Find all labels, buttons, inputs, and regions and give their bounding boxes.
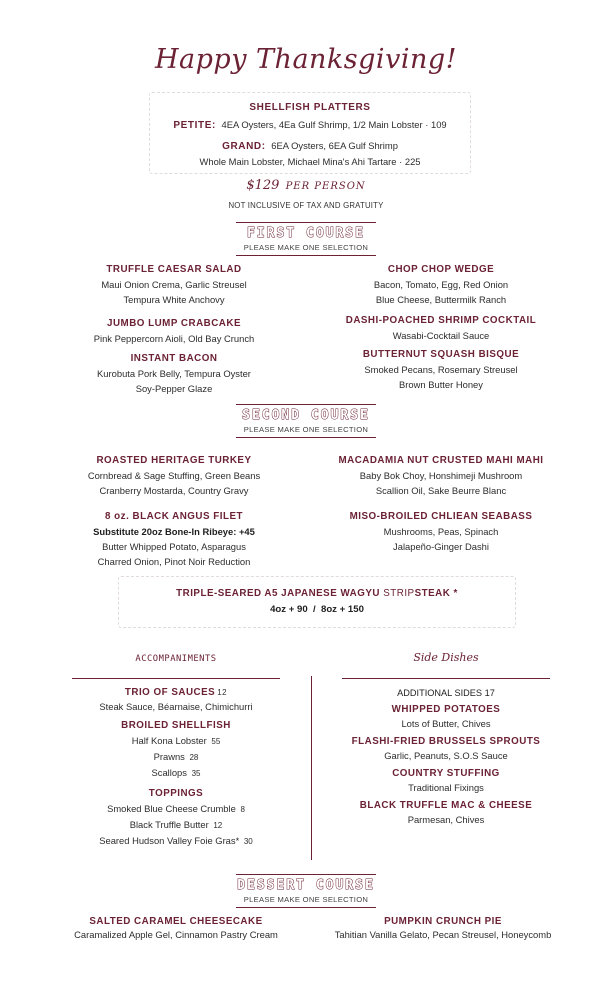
side-dishes-title: Side Dishes	[413, 651, 479, 664]
price-per-label: PER PERSON	[285, 181, 366, 192]
item-name: COUNTRY STUFFING	[392, 768, 500, 779]
item-desc: Maui Onion Crema, Garlic Streusel	[101, 279, 247, 290]
item-desc: Blue Cheese, Buttermilk Ranch	[375, 294, 507, 305]
menu-item-mahi-mahi	[322, 454, 560, 498]
side-dishes-column	[330, 686, 562, 826]
item-name: FLASHI-FRIED BRUSSELS SPROUTS	[351, 736, 541, 747]
divider	[236, 907, 376, 908]
menu-item-truffle-caesar	[56, 263, 292, 307]
item-desc: Smoked Pecans, Rosemary Streusel	[364, 364, 518, 375]
item-desc: Brown Butter Honey	[399, 379, 483, 390]
dessert-course-title: DESSERT COURSE	[237, 878, 375, 893]
accompaniments-column	[56, 686, 296, 849]
accompaniments-title: ACCOMPANIMENTS	[135, 654, 217, 664]
divider	[236, 437, 376, 438]
shellfish-heading: SHELLFISH PLATTERS	[249, 102, 371, 113]
item-desc: Jalapeño-Ginger Dashi	[393, 541, 489, 552]
item-desc: Traditional Fixings	[408, 782, 484, 793]
item-name: 8 oz. BLACK ANGUS FILET	[105, 511, 243, 522]
item-desc: Cornbread & Sage Stuffing, Green Beans	[87, 470, 261, 481]
grand-line	[149, 138, 471, 154]
first-course-subtitle: PLEASE MAKE ONE SELECTION	[243, 243, 369, 252]
item-desc: Tahitian Vanilla Gelato, Pecan Streusel, Honeycomb	[334, 929, 552, 940]
item-name: BUTTERNUT SQUASH BISQUE	[362, 349, 520, 360]
dessert-course-header	[0, 874, 612, 908]
additional-sides: ADDITIONAL SIDES 17	[397, 688, 495, 698]
item-desc: Scallion Oil, Sake Beurre Blanc	[375, 485, 507, 496]
menu-item-cheesecake	[56, 915, 296, 941]
shellfish-platters	[149, 101, 471, 169]
broiled-item: Scallops 35	[151, 767, 201, 778]
item-name: DASHI-POACHED SHRIMP COCKTAIL	[345, 315, 537, 326]
item-desc: Soy-Pepper Glaze	[135, 383, 213, 394]
menu-item-chop-chop-wedge	[322, 263, 560, 307]
menu-item-black-angus-filet	[56, 510, 292, 569]
item-name: MACADAMIA NUT CRUSTED MAHI MAHI	[338, 455, 544, 466]
item-name: CHOP CHOP WEDGE	[387, 264, 495, 275]
item-desc: Bacon, Tomato, Egg, Red Onion	[373, 279, 509, 290]
second-course-left-column	[56, 454, 292, 569]
divider	[236, 404, 376, 405]
item-desc: Garlic, Peanuts, S.O.S Sauce	[384, 750, 508, 761]
item-desc: Charred Onion, Pinot Noir Reduction	[97, 556, 251, 567]
item-name: ROASTED HERITAGE TURKEY	[96, 455, 252, 466]
divider	[236, 874, 376, 875]
trio-of-sauces: TRIO OF SAUCES 12	[124, 687, 228, 698]
topping-item: Smoked Blue Cheese Crumble 8	[107, 803, 245, 814]
first-course-right-column	[322, 263, 560, 392]
menu-item-shrimp-cocktail	[322, 314, 560, 343]
second-course-right-column	[322, 454, 560, 554]
price-amount: $129	[246, 178, 280, 193]
side-item	[330, 703, 562, 730]
item-desc: Parmesan, Chives	[407, 814, 485, 825]
first-course-left-column	[56, 263, 292, 396]
item-name: SALTED CARAMEL CHEESECAKE	[89, 916, 263, 927]
item-name: BLACK TRUFFLE MAC & CHEESE	[359, 800, 533, 811]
item-name: TRUFFLE CAESAR SALAD	[106, 264, 242, 275]
dessert-course-subtitle: PLEASE MAKE ONE SELECTION	[243, 895, 369, 904]
price-per-person	[0, 178, 612, 193]
item-desc: Caramalized Apple Gel, Cinnamon Pastry Cream	[74, 929, 278, 940]
menu-item-pumpkin-pie	[318, 915, 568, 941]
broiled-item: Half Kona Lobster 55	[131, 735, 221, 746]
side-item	[330, 799, 562, 826]
second-course-header	[0, 404, 612, 438]
toppings-heading: TOPPINGS	[148, 788, 204, 799]
item-name: INSTANT BACON	[130, 353, 218, 364]
second-course-subtitle: PLEASE MAKE ONE SELECTION	[243, 425, 369, 434]
petite-label: PETITE:	[173, 120, 216, 131]
column-divider	[311, 676, 312, 860]
item-desc: Tempura White Anchovy	[123, 294, 225, 305]
menu-item-crabcake	[56, 317, 292, 346]
menu-item-instant-bacon	[56, 352, 292, 396]
broiled-shellfish-heading: BROILED SHELLFISH	[121, 720, 231, 731]
item-name: PUMPKIN CRUNCH PIE	[384, 916, 502, 927]
trio-desc: Steak Sauce, Béarnaise, Chimichurri	[99, 701, 253, 712]
item-desc: Mushrooms, Peas, Spinach	[383, 526, 499, 537]
wagyu-prices: 4oz + 90 / 8oz + 150	[270, 604, 364, 615]
item-name: WHIPPED POTATOES	[391, 704, 501, 715]
item-substitution: Substitute 20oz Bone-In Ribeye: +45	[93, 526, 255, 537]
grand-line-1: 6EA Oysters, 6EA Gulf Shrimp	[271, 140, 398, 151]
wagyu-item	[118, 587, 516, 615]
divider	[342, 678, 550, 679]
broiled-item: Prawns 28	[153, 751, 199, 762]
item-name: MISO-BROILED CHLIEAN SEABASS	[349, 511, 533, 522]
item-desc: Baby Bok Choy, Honshimeji Mushroom	[359, 470, 523, 481]
divider	[236, 255, 376, 256]
item-desc: Pink Peppercorn Aioli, Old Bay Crunch	[93, 333, 255, 344]
item-desc: Lots of Butter, Chives	[401, 718, 491, 729]
menu-item-squash-bisque	[322, 348, 560, 392]
side-item	[330, 735, 562, 762]
page-title: Happy Thanksgiving!	[155, 44, 457, 75]
topping-item: Seared Hudson Valley Foie Gras* 30	[99, 835, 253, 846]
divider	[236, 222, 376, 223]
grand-line-2: Whole Main Lobster, Michael Mina's Ahi Tartare · 225	[199, 156, 421, 167]
item-desc: Cranberry Mostarda, Country Gravy	[99, 485, 249, 496]
grand-label: GRAND:	[222, 141, 266, 152]
wagyu-name: TRIPLE-SEARED A5 JAPANESE WAGYU STRIPSTEAK *	[176, 588, 458, 599]
petite-text: 4EA Oysters, 4Ea Gulf Shrimp, 1/2 Main Lobster · 109	[221, 119, 447, 130]
item-desc: Kurobuta Pork Belly, Tempura Oyster	[97, 368, 251, 379]
divider	[72, 678, 280, 679]
menu-item-seabass	[322, 510, 560, 554]
item-name: JUMBO LUMP CRABCAKE	[107, 318, 241, 329]
topping-item: Black Truffle Butter 12	[129, 819, 223, 830]
item-desc: Wasabi-Cocktail Sauce	[392, 330, 490, 341]
menu-item-turkey	[56, 454, 292, 498]
side-item	[330, 767, 562, 794]
item-desc: Butter Whipped Potato, Asparagus	[102, 541, 246, 552]
first-course-title: FIRST COURSE	[247, 226, 365, 241]
petite-line	[149, 117, 471, 133]
tax-note: NOT INCLUSIVE OF TAX AND GRATUITY	[228, 201, 384, 210]
second-course-title: SECOND COURSE	[242, 408, 370, 423]
first-course-header	[0, 222, 612, 256]
